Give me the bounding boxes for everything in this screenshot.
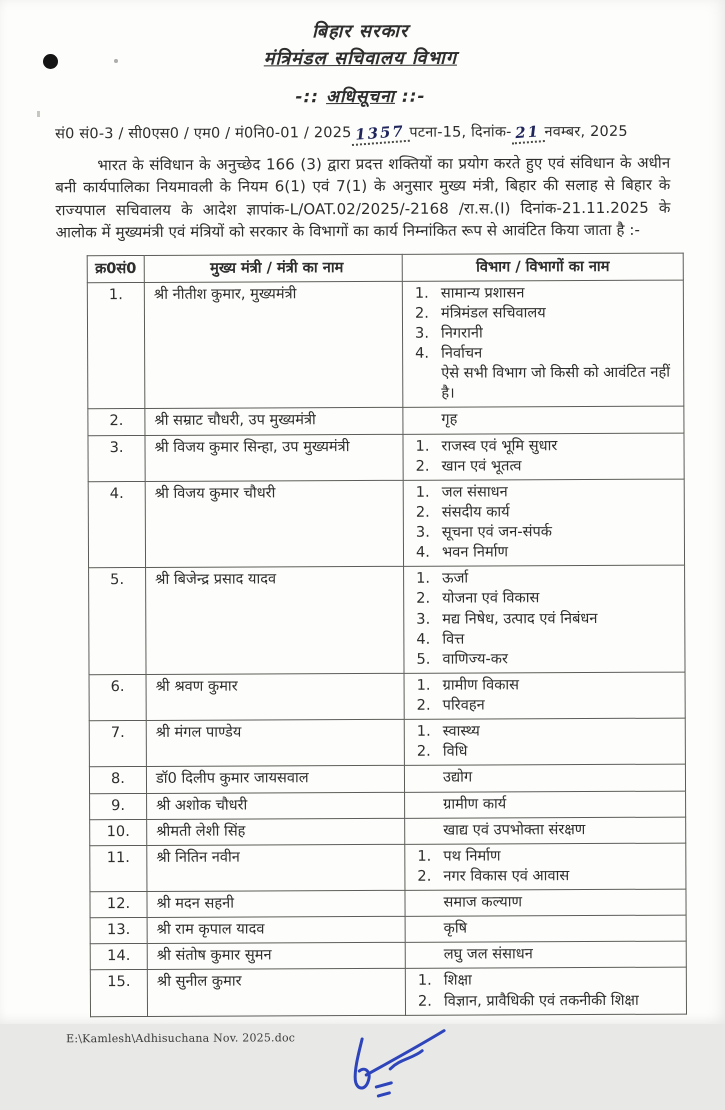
department-name: उद्योग: [442, 768, 473, 787]
department-name: ग्रामीण कार्य: [443, 794, 507, 813]
department-name: वाणिज्य-कर: [442, 650, 508, 668]
department-number: 3.: [415, 523, 430, 541]
minister-name-cell: श्री राम कृपाल यादव: [147, 916, 405, 943]
serial-no-cell: 14.: [90, 944, 147, 970]
minister-name-cell: श्री बिजेन्द्र प्रसाद यादव: [146, 567, 404, 675]
department-item: [416, 522, 680, 543]
handwritten-memo-number: 1357: [351, 121, 410, 145]
serial-no-cell: 4.: [88, 481, 145, 568]
department-note: ऐसे सभी विभाग जो किसी को आवंटित नहीं है।: [441, 363, 671, 402]
department-number: 4.: [416, 630, 431, 648]
department-number: 2.: [415, 503, 430, 521]
serial-no-cell: 12.: [90, 891, 147, 917]
department-number: 1.: [416, 722, 431, 740]
table-row: [90, 817, 686, 846]
department-name: विधि: [442, 742, 468, 760]
handwritten-day: 21: [511, 122, 545, 144]
notification-word: अधिसूचना: [325, 86, 396, 107]
department-number: 4.: [415, 543, 430, 561]
table-row: [87, 280, 684, 409]
department-item: [416, 648, 680, 669]
department-item: [418, 990, 682, 1011]
serial-no-cell: 2.: [88, 409, 145, 435]
department-name: ग्रामीण विकास: [442, 676, 520, 694]
allocation-table: [87, 252, 687, 1017]
table-row: [90, 915, 686, 944]
minister-name-cell: डॉ0 दिलीप कुमार जायसवाल: [146, 766, 404, 793]
departments-cell: [405, 967, 686, 1014]
minister-name-cell: श्री विजय कुमार सिन्हा, उप मुख्यमंत्री: [145, 434, 403, 481]
government-title: बिहार सरकार: [312, 20, 409, 43]
serial-no-cell: 6.: [89, 674, 146, 720]
department-number: 4.: [415, 344, 430, 362]
departments-cell: [404, 718, 685, 765]
department-number: 2.: [414, 304, 429, 322]
department-name: खाद्य एवं उपभोक्ता संरक्षण: [443, 820, 586, 839]
department-item: [415, 343, 679, 364]
departments-cell: [405, 915, 686, 942]
table-header-row: [87, 253, 683, 283]
department-number: 2.: [417, 867, 432, 885]
reference-prefix: सं0 सं0-3 / सी0एस0 / एम0 / मं0नि0-01 / 2025: [55, 124, 352, 142]
minister-name-cell: श्री अशोक चौधरी: [147, 792, 405, 819]
department-name: जल संसाधन: [441, 483, 508, 501]
departments-cell: [405, 817, 686, 844]
table-row: [88, 479, 684, 568]
departments-cell: [403, 407, 684, 434]
serial-no-cell: 11.: [90, 845, 147, 891]
table-row: [89, 672, 685, 721]
department-name: राजस्व एवं भूमि सुधार: [441, 436, 558, 455]
minister-name-cell: श्री सम्राट चौधरी, उप मुख्यमंत्री: [145, 408, 403, 435]
table-row: [88, 433, 684, 482]
department-item: [416, 628, 680, 649]
departments-cell: [405, 889, 686, 916]
departments-cell: [405, 843, 686, 890]
header-minister-name: मुख्य मंत्री / मंत्री का नाम: [144, 254, 402, 282]
department-item: [417, 675, 681, 696]
department-item: [418, 970, 682, 991]
preamble-paragraph: भारत के संविधान के अनुच्छेद 166 (3) द्वारा प्रदत्त शक्तियों का प्रयोग करते हुए एवं संविधान के अधीन बनी कार्यपालिका नियमावली के नियम 6(1) एवं 7(1) के अनुसार मुख्य मंत्री, बिहार की सलाह से बिहार के राज्यपाल सचिवालय के आदेश ज्ञापांक-L/OAT.02/2025/-2168 /रा.स.(I) दिनांक-21.11.2025 के आलोक में मुख्यमंत्री एवं मंत्रियों को सरकार के विभागों का कार्य निम्नांकित रूप से आवंटित किया जाता है :-: [55, 153, 671, 242]
department-number: 5.: [416, 650, 431, 668]
department-number: 2.: [416, 742, 431, 761]
minister-name-cell: श्री श्रवण कुमार: [146, 673, 404, 720]
departments-cell: [403, 433, 684, 480]
table-row: [89, 565, 685, 674]
department-number: 1.: [417, 847, 432, 865]
serial-no-cell: 7.: [89, 721, 146, 767]
serial-no-cell: 5.: [89, 568, 146, 675]
department-name: नगर विकास एवं आवास: [443, 867, 570, 885]
department-number: 1.: [416, 676, 431, 694]
department-name: निगरानी: [440, 324, 483, 342]
minister-name-cell: श्री नीतीश कुमार, मुख्यमंत्री: [144, 281, 403, 409]
department-item: [417, 845, 681, 866]
departments-cell: [405, 941, 686, 968]
table-row: [89, 764, 685, 793]
department-name: कृषि: [443, 919, 468, 937]
department-name: परिवहन: [442, 696, 485, 714]
department-number: 3.: [414, 324, 430, 342]
header-serial-no: क्र0सं0: [87, 255, 144, 282]
minister-name-cell: श्री नितिन नवीन: [147, 844, 405, 891]
serial-no-cell: 9.: [90, 793, 147, 819]
departments-cell: [405, 791, 686, 818]
department-name: योजना एवं विकास: [442, 589, 540, 608]
departments-cell: [404, 565, 685, 673]
department-name: मंत्रिमंडल सचिवालय: [440, 303, 546, 322]
reference-line: [55, 120, 671, 144]
table-row: [90, 941, 686, 970]
department-number: 2.: [415, 457, 430, 475]
department-name: लघु जल संसाधन: [443, 945, 533, 963]
table-row: [90, 967, 686, 1016]
department-number: 2.: [416, 590, 431, 608]
department-item: [417, 741, 681, 762]
minister-name-cell: श्री मंगल पाण्डेय: [146, 719, 404, 766]
department-item: [417, 866, 681, 887]
department-number: 3.: [416, 610, 431, 628]
department-name: समाज कल्याण: [443, 893, 523, 911]
file-path-text: E:\Kamlesh\Adhisuchana Nov. 2025.doc: [66, 1030, 296, 1045]
departments-cell: [402, 280, 684, 408]
table-row: [90, 889, 686, 918]
department-item: [416, 502, 680, 523]
department-name: संसदीय कार्य: [441, 503, 510, 521]
department-name: भवन निर्माण: [441, 543, 509, 561]
minister-name-cell: श्री सुनील कुमार: [147, 969, 405, 1016]
serial-no-cell: 10.: [90, 819, 147, 845]
department-number: 1.: [416, 569, 431, 588]
department-item: [416, 588, 680, 609]
department-item: [415, 323, 679, 344]
department-name: गृह: [441, 410, 458, 429]
department-name: शिक्षा: [443, 971, 472, 990]
department-item: [416, 608, 680, 629]
notification-suffix: ::-: [401, 86, 426, 107]
notification-heading: [0, 84, 723, 110]
table-row: [90, 843, 686, 892]
department-number: 2.: [416, 696, 431, 714]
notification-prefix: -::: [295, 86, 320, 107]
department-number: 1.: [415, 437, 430, 455]
department-name: पथ निर्माण: [443, 847, 501, 865]
department-name: वित्त: [442, 630, 465, 648]
table-row: [90, 791, 686, 820]
departments-cell: [404, 764, 685, 791]
department-name: खान एवं भूतत्व: [441, 456, 522, 475]
minister-name-cell: श्री विजय कुमार चौधरी: [145, 480, 403, 568]
department-item: [416, 542, 680, 563]
serial-no-cell: 8.: [89, 767, 146, 793]
serial-no-cell: 1.: [87, 282, 145, 409]
department-item: [416, 568, 680, 589]
department-number: 1.: [414, 284, 429, 302]
minister-name-cell: श्री मदन सहनी: [147, 890, 405, 917]
serial-no-cell: 15.: [90, 970, 147, 1016]
table-row: [89, 718, 685, 767]
department-name: विज्ञान, प्रावैधिकी एवं तकनीकी शिक्षा: [443, 991, 639, 1010]
header-department-name: विभाग / विभागों का नाम: [402, 253, 683, 281]
department-item: [416, 455, 680, 476]
department-name: स्वास्थ्य: [442, 722, 480, 740]
department-name: सूचना एवं जन-संपर्क: [441, 523, 552, 541]
department-item: [416, 481, 680, 502]
minister-name-cell: श्रीमती लेशी सिंह: [147, 818, 405, 845]
department-title: मंत्रिमंडल सचिवालय विभाग: [263, 47, 457, 70]
department-item: [415, 282, 679, 303]
document-header: [0, 0, 723, 110]
minister-name-cell: श्री संतोष कुमार सुमन: [147, 943, 405, 970]
reference-suffix: नवम्बर, 2025: [544, 123, 628, 140]
department-number: 1.: [417, 972, 432, 990]
footer-row: [2, 1027, 725, 1110]
department-item: [415, 435, 679, 456]
department-name: मद्य निषेध, उत्पाद एवं निबंधन: [442, 609, 598, 628]
serial-no-cell: 3.: [88, 435, 145, 481]
department-name: ऊर्जा: [442, 569, 469, 587]
handwritten-signature: [332, 1024, 462, 1103]
department-number: 1.: [415, 483, 430, 501]
department-name: सामान्य प्रशासन: [440, 283, 525, 302]
table-row: [88, 407, 684, 436]
department-item: [415, 302, 679, 323]
departments-cell: [404, 672, 685, 719]
department-item: [417, 695, 681, 716]
serial-no-cell: 13.: [90, 918, 147, 944]
department-name: निर्वाचन: [441, 344, 483, 362]
departments-cell: [403, 479, 684, 567]
department-item: [417, 721, 681, 742]
reference-middle: पटना-15, दिनांक-: [409, 123, 512, 141]
department-number: 2.: [417, 992, 432, 1010]
